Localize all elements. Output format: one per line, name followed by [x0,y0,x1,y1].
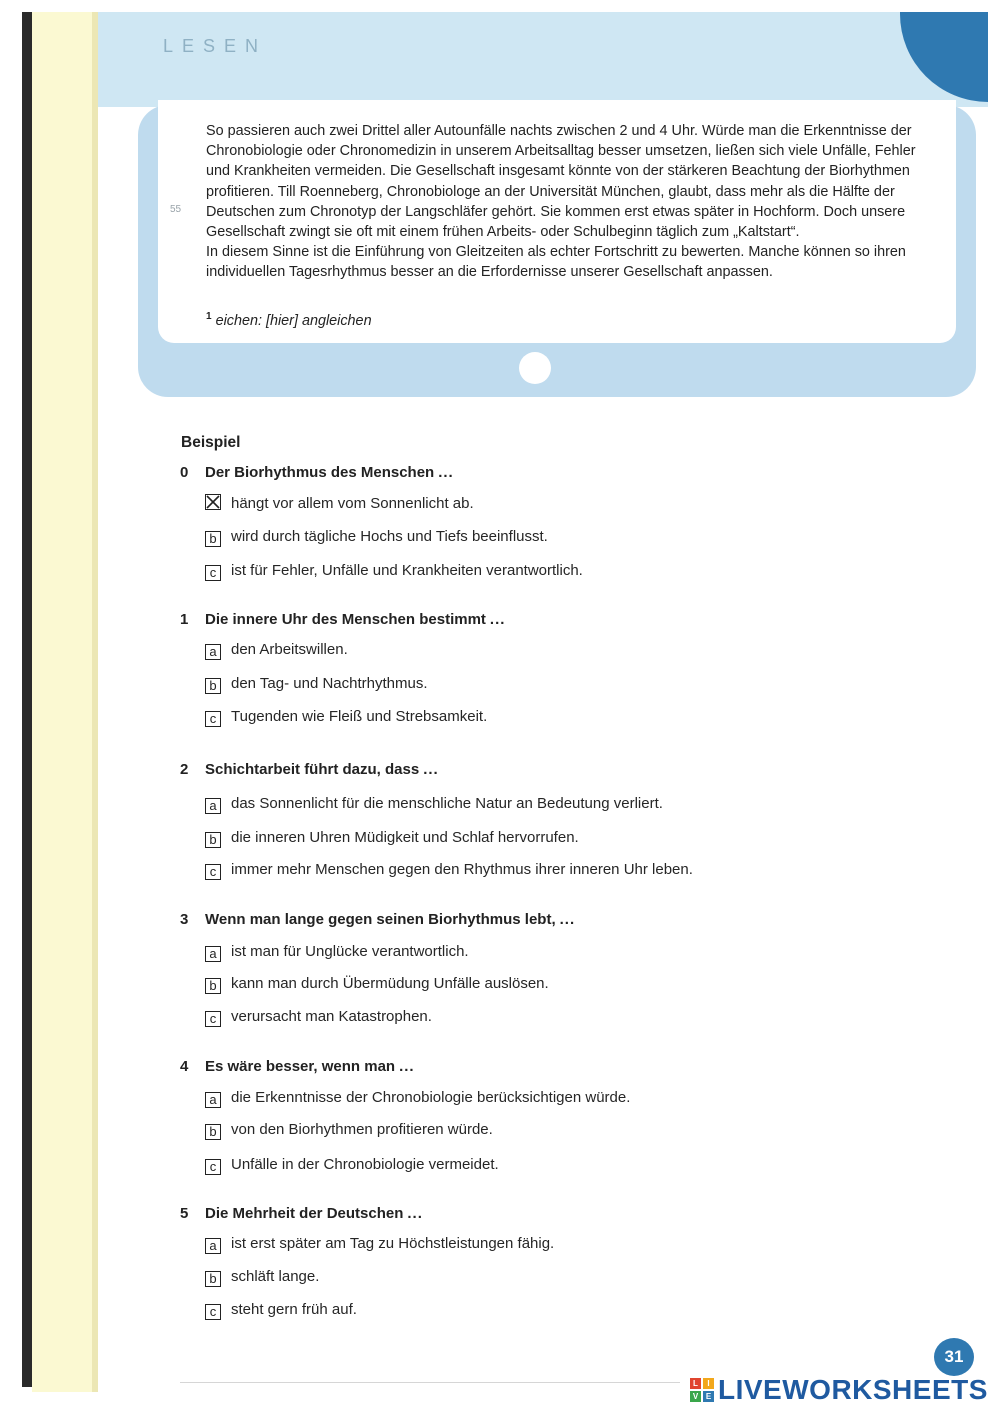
checked-checkbox-icon[interactable] [205,494,221,510]
option-3a[interactable] [205,943,469,962]
question-stem: Die innere Uhr des Menschen bestimmt [205,611,486,628]
footer-rule [180,1382,680,1383]
logo-letter: L [690,1378,701,1389]
question-stem: Wenn man lange gegen seinen Biorhythmus lebt, [205,911,556,928]
option-1b[interactable] [205,675,428,694]
logo-letter: V [690,1391,701,1402]
reading-paragraph: In diesem Sinne ist die Einführung von Gleitzeiten als echter Fortschritt zu bewerten. Manche können so ihren individuellen Tagesrhythmus besser an die Erfordernisse unserer Gesellschaft anpassen. [206,244,906,281]
ellipsis: ... [559,911,576,928]
option-text: immer mehr Menschen gegen den Rhythmus ihrer inneren Uhr leben. [231,861,693,878]
option-5a[interactable] [205,1235,554,1254]
liveworksheets-brand[interactable] [690,1374,988,1406]
option-text: den Arbeitswillen. [231,641,348,658]
option-text: schläft lange. [231,1268,320,1285]
ellipsis: ... [423,761,439,778]
option-letter-box[interactable]: b [205,1124,221,1140]
question-stem: Die Mehrheit der Deutschen [205,1205,404,1222]
option-letter-box[interactable]: b [205,978,221,994]
logo-letter: I [703,1378,714,1389]
question-stem: Der Biorhythmus des Menschen [205,464,435,481]
question-stem: Schichtarbeit führt dazu, dass [205,761,420,778]
reading-paragraph: So passieren auch zwei Drittel aller Autounfälle nachts zwischen 2 und 4 Uhr. Würde man die Erkenntnisse der Chronobiologie oder Chronomedizin in unserem Arbeitsalltag besser umsetzen, ließen sich viele Unfälle, Fehler und Krankheiten vermeiden. Die Gesellschaft insgesamt könnte von der stärkeren Beachtung der Biorhythmen profitieren. Till Roenneberg, Chronobiologe an der Universität München, glaubt, dass mehr als die Hälfte der Deutschen zum Chronotyp der Langschläfer gehört. Sie kommen erst etwas später in Hochform. Doch unsere Gesellschaft zwingt sie oft mit einem frühen Arbeits- oder Schulbeginn täglich zum „Kaltstart“. [206,123,916,241]
question-number: 5 [180,1205,189,1222]
question-1 [180,611,505,628]
option-5b[interactable] [205,1268,319,1287]
footnote-mark: 1 [206,311,212,322]
example-label: Beispiel [181,434,241,451]
option-text: ist man für Unglücke verantwortlich. [231,943,469,960]
reading-text [206,121,921,283]
ellipsis: ... [407,1205,423,1222]
option-text: von den Biorhythmen profitieren würde. [231,1121,493,1138]
question-number: 4 [180,1058,189,1075]
question-number: 0 [180,464,189,481]
option-4c[interactable] [205,1156,499,1175]
footnote [206,311,372,329]
option-1a[interactable] [205,641,348,660]
question-0 [180,464,454,481]
option-text: ist erst später am Tag zu Höchstleistungen fähig. [231,1235,555,1252]
question-2 [180,761,439,778]
option-text: hängt vor allem vom Sonnenlicht ab. [231,495,474,512]
binding-shadow [22,12,32,1387]
line-number: 55 [170,204,182,215]
option-0c[interactable] [205,562,583,581]
option-2a[interactable] [205,795,663,814]
frame-dot-decoration [519,352,551,384]
option-letter-box[interactable]: a [205,946,221,962]
option-text: die inneren Uhren Müdigkeit und Schlaf hervorrufen. [231,829,579,846]
option-letter-box[interactable]: b [205,832,221,848]
footnote-text: eichen: [hier] angleichen [215,312,372,329]
option-text: die Erkenntnisse der Chronobiologie berücksichtigen würde. [231,1089,631,1106]
option-text: den Tag- und Nachtrhythmus. [231,675,428,692]
question-number: 1 [180,611,189,628]
page-number: 31 [934,1338,974,1376]
option-text: kann man durch Übermüdung Unfälle auslösen. [231,975,549,992]
question-number: 2 [180,761,189,778]
option-text: steht gern früh auf. [231,1301,357,1318]
option-2c[interactable] [205,861,693,880]
option-3b[interactable] [205,975,549,994]
option-4a[interactable] [205,1089,630,1108]
option-0b[interactable] [205,528,548,547]
question-3 [180,911,575,928]
option-2b[interactable] [205,829,579,848]
option-letter-box[interactable]: c [205,1304,221,1320]
option-letter-box[interactable]: c [205,711,221,727]
header-band [98,12,988,107]
option-letter-box[interactable]: c [205,1159,221,1175]
option-text: verursacht man Katastrophen. [231,1008,432,1025]
option-letter-box[interactable]: c [205,565,221,581]
question-number: 3 [180,911,189,928]
option-letter-box[interactable]: b [205,1271,221,1287]
option-text: das Sonnenlicht für die menschliche Natur an Bedeutung verliert. [231,795,663,812]
option-letter-box[interactable]: a [205,798,221,814]
ellipsis: ... [489,611,506,628]
option-4b[interactable] [205,1121,493,1140]
option-letter-box[interactable]: a [205,1238,221,1254]
question-stem: Es wäre besser, wenn man [205,1058,396,1075]
option-text: Unfälle in der Chronobiologie vermeidet. [231,1156,499,1173]
brand-text: LIVEWORKSHEETS [718,1374,988,1405]
option-5c[interactable] [205,1301,357,1320]
option-letter-box[interactable]: b [205,531,221,547]
ellipsis: ... [438,464,454,481]
option-text: Tugenden wie Fleiß und Strebsamkeit. [231,708,488,725]
liveworksheets-logo-icon [690,1378,714,1402]
option-text: ist für Fehler, Unfälle und Krankheiten verantwortlich. [231,562,583,579]
question-5 [180,1205,423,1222]
ellipsis: ... [399,1058,415,1075]
spine-shade [92,12,98,1392]
question-4 [180,1058,415,1075]
section-title: LESEN [163,36,268,56]
option-0a[interactable] [205,494,474,512]
option-letter-box[interactable]: a [205,1092,221,1108]
option-letter-box[interactable]: b [205,678,221,694]
option-letter-box[interactable]: c [205,864,221,880]
option-text: wird durch tägliche Hochs und Tiefs beeinflusst. [231,528,548,545]
option-letter-box[interactable]: c [205,1011,221,1027]
book-spine [32,12,98,1392]
option-1c[interactable] [205,708,487,727]
logo-letter: E [703,1391,714,1402]
option-3c[interactable] [205,1008,432,1027]
option-letter-box[interactable]: a [205,644,221,660]
